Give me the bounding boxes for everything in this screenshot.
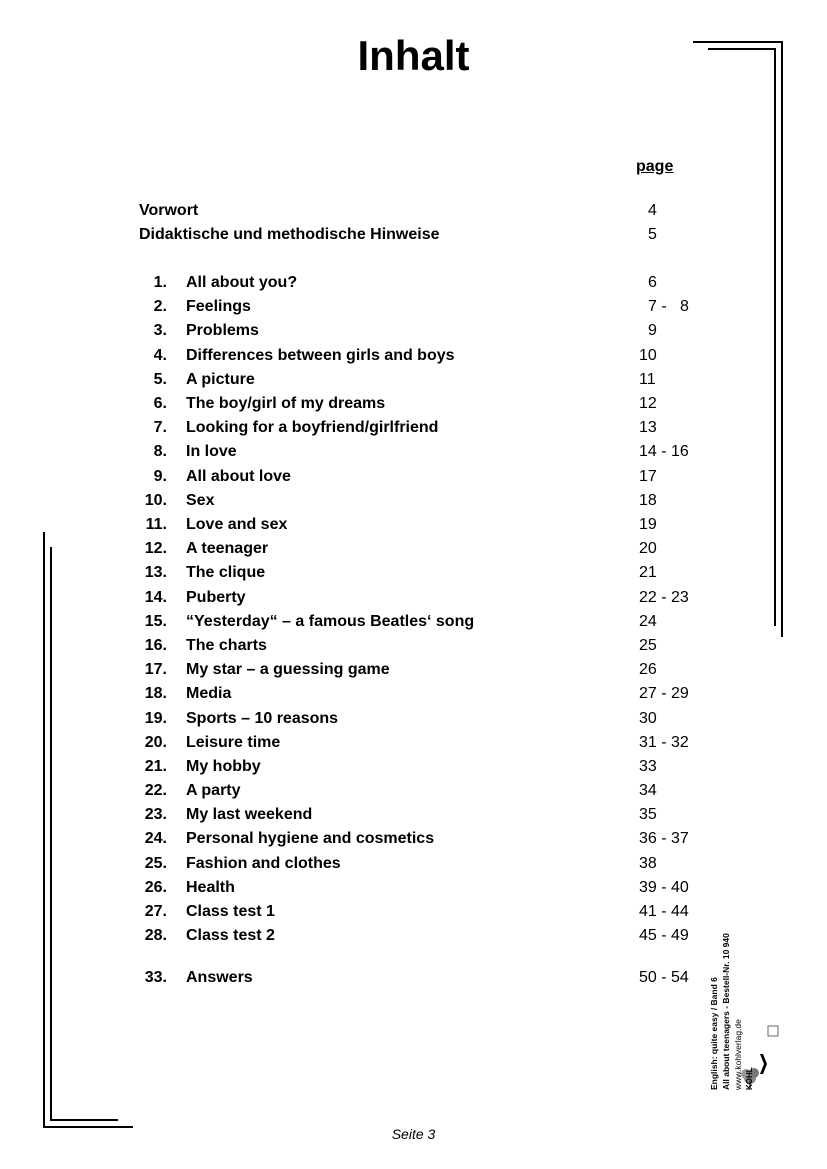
toc-entry-title: My star – a guessing game xyxy=(186,661,390,678)
toc-entry-page: 13 xyxy=(639,419,657,436)
toc-entry-number: 20. xyxy=(144,734,167,751)
toc-entry-page: 38 xyxy=(639,855,657,872)
toc-entry-title: All about you? xyxy=(186,274,298,291)
toc-entry-title: Class test 1 xyxy=(186,903,275,920)
toc-entry-page: 25 xyxy=(639,637,657,654)
toc-entry xyxy=(0,966,827,990)
toc-entry-number: 33. xyxy=(144,969,167,986)
toc-entry xyxy=(0,465,827,489)
frame-line xyxy=(50,1119,118,1121)
toc-entry-page: 35 xyxy=(639,806,657,823)
toc-entry xyxy=(0,924,827,948)
toc-entry-number: 26. xyxy=(144,879,167,896)
toc-entry-number: 8. xyxy=(153,443,167,460)
toc-entry-number: 13. xyxy=(144,564,167,581)
frame-line xyxy=(693,41,783,43)
toc-entry-page: 50 - 54 xyxy=(639,969,689,986)
toc-entry-number: 11. xyxy=(145,516,167,533)
toc-entry-page: 21 xyxy=(639,564,657,581)
toc-entry-title: My hobby xyxy=(186,758,261,775)
toc-entry-page: 14 - 16 xyxy=(639,443,689,460)
toc-entry-page: 36 - 37 xyxy=(639,830,689,847)
toc-entry xyxy=(0,876,827,900)
toc-entry xyxy=(0,707,827,731)
toc-entry-number: 12. xyxy=(144,540,167,557)
toc-entry-page: 26 xyxy=(639,661,657,678)
toc-entry-title: All about love xyxy=(186,468,291,485)
toc-entry-number: 10. xyxy=(144,492,167,509)
toc-entry-page: 19 xyxy=(639,516,657,533)
page-column-heading: page xyxy=(636,158,674,175)
toc-entry-number: 21. xyxy=(144,758,167,775)
toc-entry-number: 25. xyxy=(144,855,167,872)
toc-entry xyxy=(0,392,827,416)
toc-entry xyxy=(0,537,827,561)
toc-entry-number: 28. xyxy=(144,927,167,944)
toc-entry xyxy=(0,900,827,924)
toc-entry-title: Puberty xyxy=(186,589,246,606)
toc-entry-page: 24 xyxy=(639,613,657,630)
toc-entry-page: 6 xyxy=(648,274,657,291)
frame-line xyxy=(43,532,45,1128)
order-info: All about teenagers - Bestell-Nr. 10 940 xyxy=(721,933,731,1090)
toc-entry-title: Looking for a boyfriend/girlfriend xyxy=(186,419,439,436)
toc-entry xyxy=(0,803,827,827)
toc-entry-page: 7 - 8 xyxy=(648,298,689,315)
toc-entry-title: Sports – 10 reasons xyxy=(186,710,339,727)
toc-entry xyxy=(0,755,827,779)
toc-entry xyxy=(0,852,827,876)
toc-entry-page: 12 xyxy=(639,395,657,412)
toc-entry-title: Vorwort xyxy=(139,202,199,219)
toc-entry xyxy=(0,368,827,392)
toc-entry xyxy=(0,319,827,343)
toc-entry-page: 39 - 40 xyxy=(639,879,689,896)
toc-entry xyxy=(0,561,827,585)
toc-entry-title: Feelings xyxy=(186,298,251,315)
frame-line xyxy=(781,41,783,637)
toc-entry-page: 20 xyxy=(639,540,657,557)
toc-entry-page: 31 - 32 xyxy=(639,734,689,751)
toc-entry-page: 17 xyxy=(639,468,657,485)
toc-entry xyxy=(0,586,827,610)
toc-entry-title: My last weekend xyxy=(186,806,313,823)
publisher-website: www.kohlverlag.de xyxy=(733,1019,743,1090)
toc-entry-number: 16. xyxy=(144,637,167,654)
toc-entry-number: 9. xyxy=(153,468,167,485)
toc-entry-number: 4. xyxy=(153,347,167,364)
toc-entry-page: 45 - 49 xyxy=(639,927,689,944)
toc-entry-page: 11 xyxy=(639,371,656,388)
toc-entry xyxy=(0,731,827,755)
toc-entry-title: Love and sex xyxy=(186,516,288,533)
toc-entry-page: 5 xyxy=(648,226,657,243)
toc-entry-number: 27. xyxy=(144,903,167,920)
toc-entry-title: In love xyxy=(186,443,237,460)
toc-entry-title: A teenager xyxy=(186,540,269,557)
publisher-name: KOHL xyxy=(745,1067,754,1090)
toc-entry xyxy=(0,416,827,440)
toc-entry-title: Personal hygiene and cosmetics xyxy=(186,830,435,847)
toc-entry-title: Didaktische und methodische Hinweise xyxy=(139,226,440,243)
toc-entry-page: 33 xyxy=(639,758,657,775)
toc-entry xyxy=(0,440,827,464)
toc-entry-number: 18. xyxy=(144,685,167,702)
toc-entry-title: A picture xyxy=(186,371,255,388)
publisher-info xyxy=(708,810,764,1090)
toc-entry-number: 3. xyxy=(153,322,167,339)
toc-entry-number: 1. xyxy=(153,274,167,291)
toc-entry-title: The boy/girl of my dreams xyxy=(186,395,386,412)
toc-entry xyxy=(0,271,827,295)
toc-entry-title: A party xyxy=(186,782,241,799)
toc-entry-number: 15. xyxy=(144,613,167,630)
toc-entry-page: 27 - 29 xyxy=(639,685,689,702)
toc-entry-number: 22. xyxy=(144,782,167,799)
toc-entry-title: The charts xyxy=(186,637,267,654)
toc-entry-title: Class test 2 xyxy=(186,927,275,944)
toc-entry xyxy=(0,779,827,803)
toc-entry xyxy=(0,513,827,537)
toc-entry xyxy=(0,344,827,368)
toc-entry-number: 23. xyxy=(144,806,167,823)
frame-line xyxy=(708,48,776,50)
toc-entry-page: 30 xyxy=(639,710,657,727)
toc-entry-page: 41 - 44 xyxy=(639,903,689,920)
toc-entry-title: Sex xyxy=(186,492,215,509)
toc-entry xyxy=(0,223,827,247)
frame-line xyxy=(774,48,776,626)
toc-entry-title: Problems xyxy=(186,322,259,339)
toc-entry-number: 5. xyxy=(153,371,167,388)
toc-entry-page: 18 xyxy=(639,492,657,509)
toc-entry-title: Health xyxy=(186,879,235,896)
toc-entry-title: Answers xyxy=(186,969,253,986)
toc-entry xyxy=(0,295,827,319)
toc-entry-title: Leisure time xyxy=(186,734,281,751)
toc-entry xyxy=(0,199,827,223)
toc-entry xyxy=(0,827,827,851)
toc-entry-number: 24. xyxy=(144,830,167,847)
toc-entry-page: 4 xyxy=(648,202,657,219)
toc-entry-number: 14. xyxy=(144,589,167,606)
toc-entry-page: 22 - 23 xyxy=(639,589,689,606)
toc-entry-number: 19. xyxy=(144,710,167,727)
series-info: English: quite easy / Band 6 xyxy=(709,977,719,1090)
toc-entry xyxy=(0,634,827,658)
toc-entry-number: 7. xyxy=(153,419,167,436)
frame-line xyxy=(50,547,52,1121)
toc-entry-page: 34 xyxy=(639,782,657,799)
toc-entry-number: 17. xyxy=(144,661,167,678)
toc-entry-number: 6. xyxy=(153,395,167,412)
toc-entry-title: Fashion and clothes xyxy=(186,855,341,872)
toc-entry xyxy=(0,489,827,513)
toc-entry xyxy=(0,682,827,706)
toc-entry-number: 2. xyxy=(153,298,167,315)
toc-entry xyxy=(0,610,827,634)
page-footer: Seite 3 xyxy=(391,1126,436,1142)
toc-entry-title: Differences between girls and boys xyxy=(186,347,455,364)
toc-entry xyxy=(0,658,827,682)
toc-entry-title: The clique xyxy=(186,564,266,581)
toc-entry-page: 9 xyxy=(648,322,657,339)
toc-entry-title: “Yesterday“ – a famous Beatles‘ song xyxy=(186,613,475,630)
page-title: Inhalt xyxy=(357,32,470,79)
toc-entry-title: Media xyxy=(186,685,232,702)
toc-entry-page: 10 xyxy=(639,347,657,364)
